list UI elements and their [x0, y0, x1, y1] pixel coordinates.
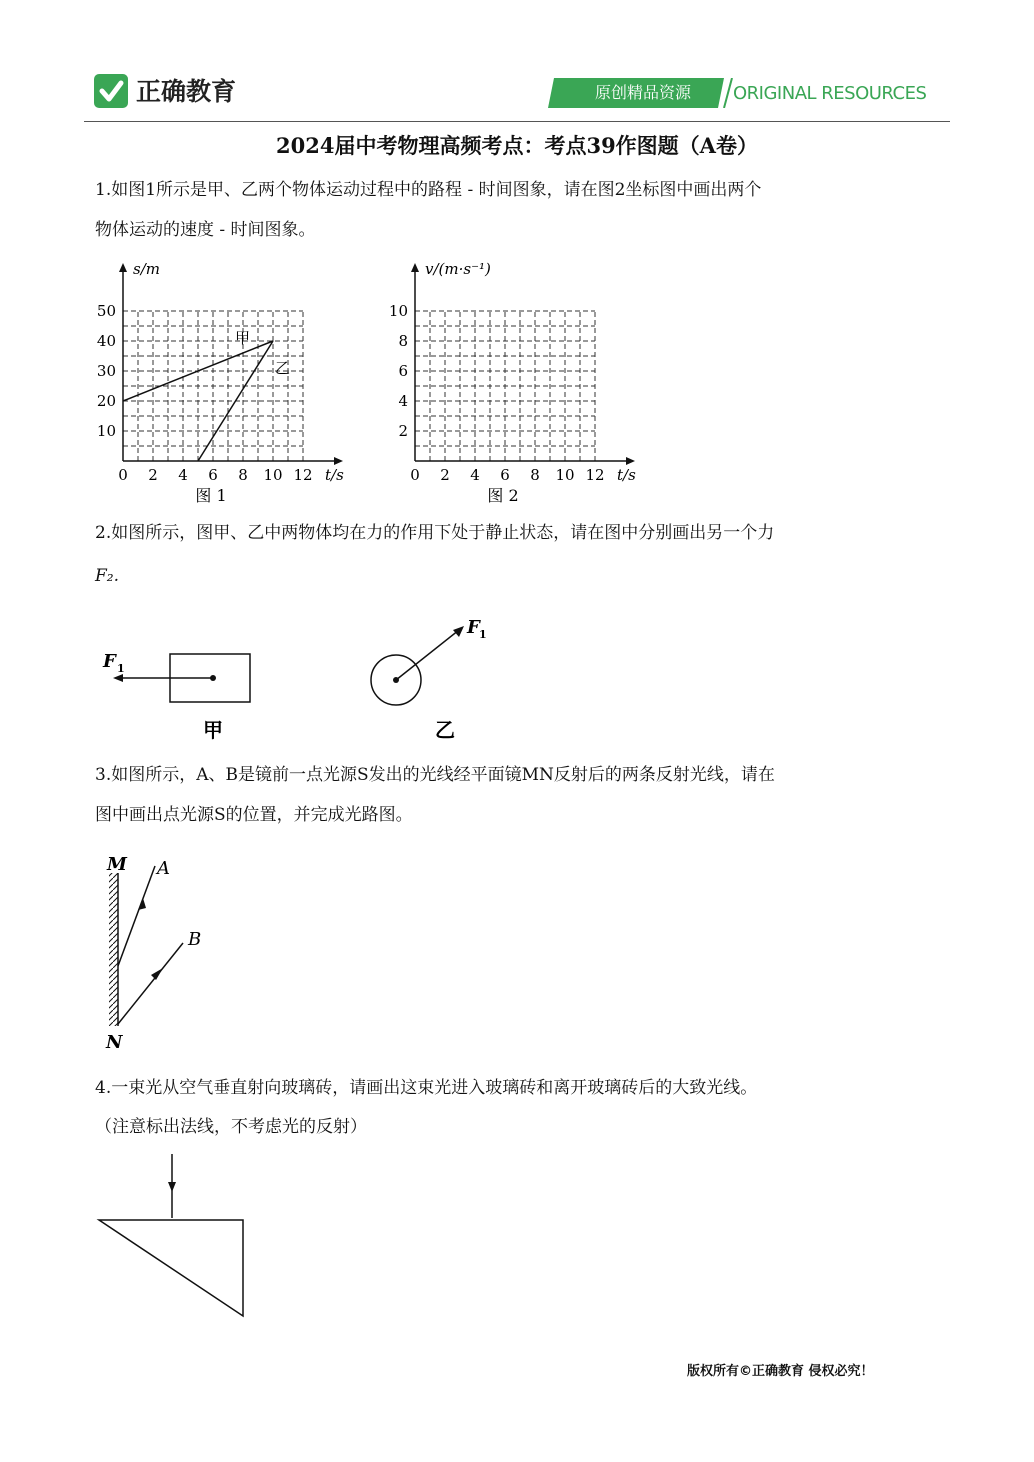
series-label-2: 乙 — [275, 359, 291, 377]
ray-a — [118, 866, 155, 966]
x-tick-label: 8 — [238, 466, 248, 484]
y-tick-label: 20 — [96, 392, 116, 410]
y-tick-label: 2 — [398, 422, 408, 440]
y-tick-label: 8 — [398, 332, 408, 350]
brand-logo-icon — [94, 74, 128, 108]
brand-name: 正确教育 — [136, 77, 237, 106]
q2-text-1: 2.如图所示，图甲、乙中两物体均在力的作用下处于静止状态，请在图中分别画出另一个力 — [95, 523, 775, 543]
x-tick-label: 10 — [555, 466, 575, 484]
y-tick-label: 10 — [96, 422, 116, 440]
label-f1-yi-sub: 1 — [479, 628, 487, 641]
q3-text-2: 图中画出点光源S的位置，并完成光路图。 — [95, 805, 413, 825]
force-f1-arrow-yi — [396, 630, 459, 680]
label-f1-jia: F — [103, 651, 116, 672]
x-tick-label: 2 — [148, 466, 158, 484]
y-axis-label: s/m — [133, 260, 160, 278]
q1-text-1: 1.如图1所示是甲、乙两个物体运动过程中的路程 - 时间图象，请在图2坐标图中画出两个 — [95, 180, 762, 200]
y-tick-label: 50 — [96, 302, 116, 320]
y-axis-arrow-icon — [119, 263, 127, 272]
arrowhead-icon — [151, 968, 163, 980]
label-b: B — [188, 929, 202, 950]
chart-title: 图 2 — [487, 486, 519, 505]
label-yi: 乙 — [435, 718, 455, 742]
chart-title: 图 1 — [195, 486, 227, 505]
x-tick-label: 12 — [585, 466, 605, 484]
x-tick-label: 10 — [263, 466, 283, 484]
chart-figure-2 — [389, 260, 636, 505]
x-tick-label: 2 — [440, 466, 450, 484]
q1-text-2: 物体运动的速度 - 时间图象。 — [95, 220, 316, 240]
x-axis-label: t/s — [325, 466, 344, 484]
x-tick-label: 12 — [293, 466, 313, 484]
y-tick-label: 40 — [96, 332, 116, 350]
q2-figures — [95, 605, 515, 750]
x-tick-label: 0 — [118, 466, 128, 484]
footer-copyright: 版权所有©正确教育 侵权必究！ — [687, 1364, 874, 1379]
q1-charts — [80, 252, 680, 512]
x-axis-arrow-icon — [334, 457, 343, 465]
q2-text-2: F₂. — [95, 566, 120, 586]
glass-prism — [99, 1220, 243, 1316]
y-axis-label: v/(m·s⁻¹) — [425, 260, 491, 278]
ray-b — [118, 943, 183, 1024]
x-axis-label: t/s — [617, 466, 636, 484]
mirror-hatching — [109, 873, 118, 1026]
banner-cn: 原创精品资源 — [594, 83, 691, 102]
q4-prism-figure — [95, 1150, 255, 1325]
header-divider — [84, 121, 950, 122]
arrowhead-icon — [168, 1182, 176, 1192]
x-tick-label: 6 — [500, 466, 510, 484]
q3-mirror-figure — [95, 848, 225, 1058]
x-tick-label: 0 — [410, 466, 420, 484]
figure-yi — [371, 617, 487, 742]
x-tick-label: 8 — [530, 466, 540, 484]
q4-text-2: （注意标出法线，不考虑光的反射） — [95, 1117, 367, 1137]
series-label-1: 甲 — [235, 329, 251, 347]
page-title: 2024届中考物理高频考点：考点39作图题（A卷） — [276, 133, 758, 158]
x-axis-arrow-icon — [626, 457, 635, 465]
label-f1-jia-sub: 1 — [117, 662, 125, 675]
q4-text-1: 4.一束光从空气垂直射向玻璃砖，请画出这束光进入玻璃砖和离开玻璃砖后的大致光线。 — [95, 1078, 758, 1098]
x-tick-label: 4 — [178, 466, 188, 484]
label-a: A — [157, 858, 170, 879]
y-tick-label: 4 — [398, 392, 408, 410]
arrowhead-icon — [113, 674, 123, 682]
chart-figure-1 — [97, 260, 344, 505]
label-f1-yi: F — [467, 617, 480, 638]
q3-text-1: 3.如图所示，A、B是镜前一点光源S发出的光线经平面镜MN反射后的两条反射光线，请在 — [95, 765, 775, 785]
y-tick-label: 10 — [388, 302, 408, 320]
x-tick-label: 6 — [208, 466, 218, 484]
arrowhead-icon — [453, 626, 464, 637]
y-axis-arrow-icon — [411, 263, 419, 272]
label-n: N — [106, 1032, 123, 1053]
banner-en: ORIGINAL RESOURCES — [733, 83, 927, 104]
x-tick-label: 4 — [470, 466, 480, 484]
label-jia: 甲 — [203, 718, 223, 742]
label-m: M — [107, 854, 127, 875]
figure-jia — [102, 651, 250, 742]
y-tick-label: 30 — [96, 362, 116, 380]
y-tick-label: 6 — [398, 362, 408, 380]
